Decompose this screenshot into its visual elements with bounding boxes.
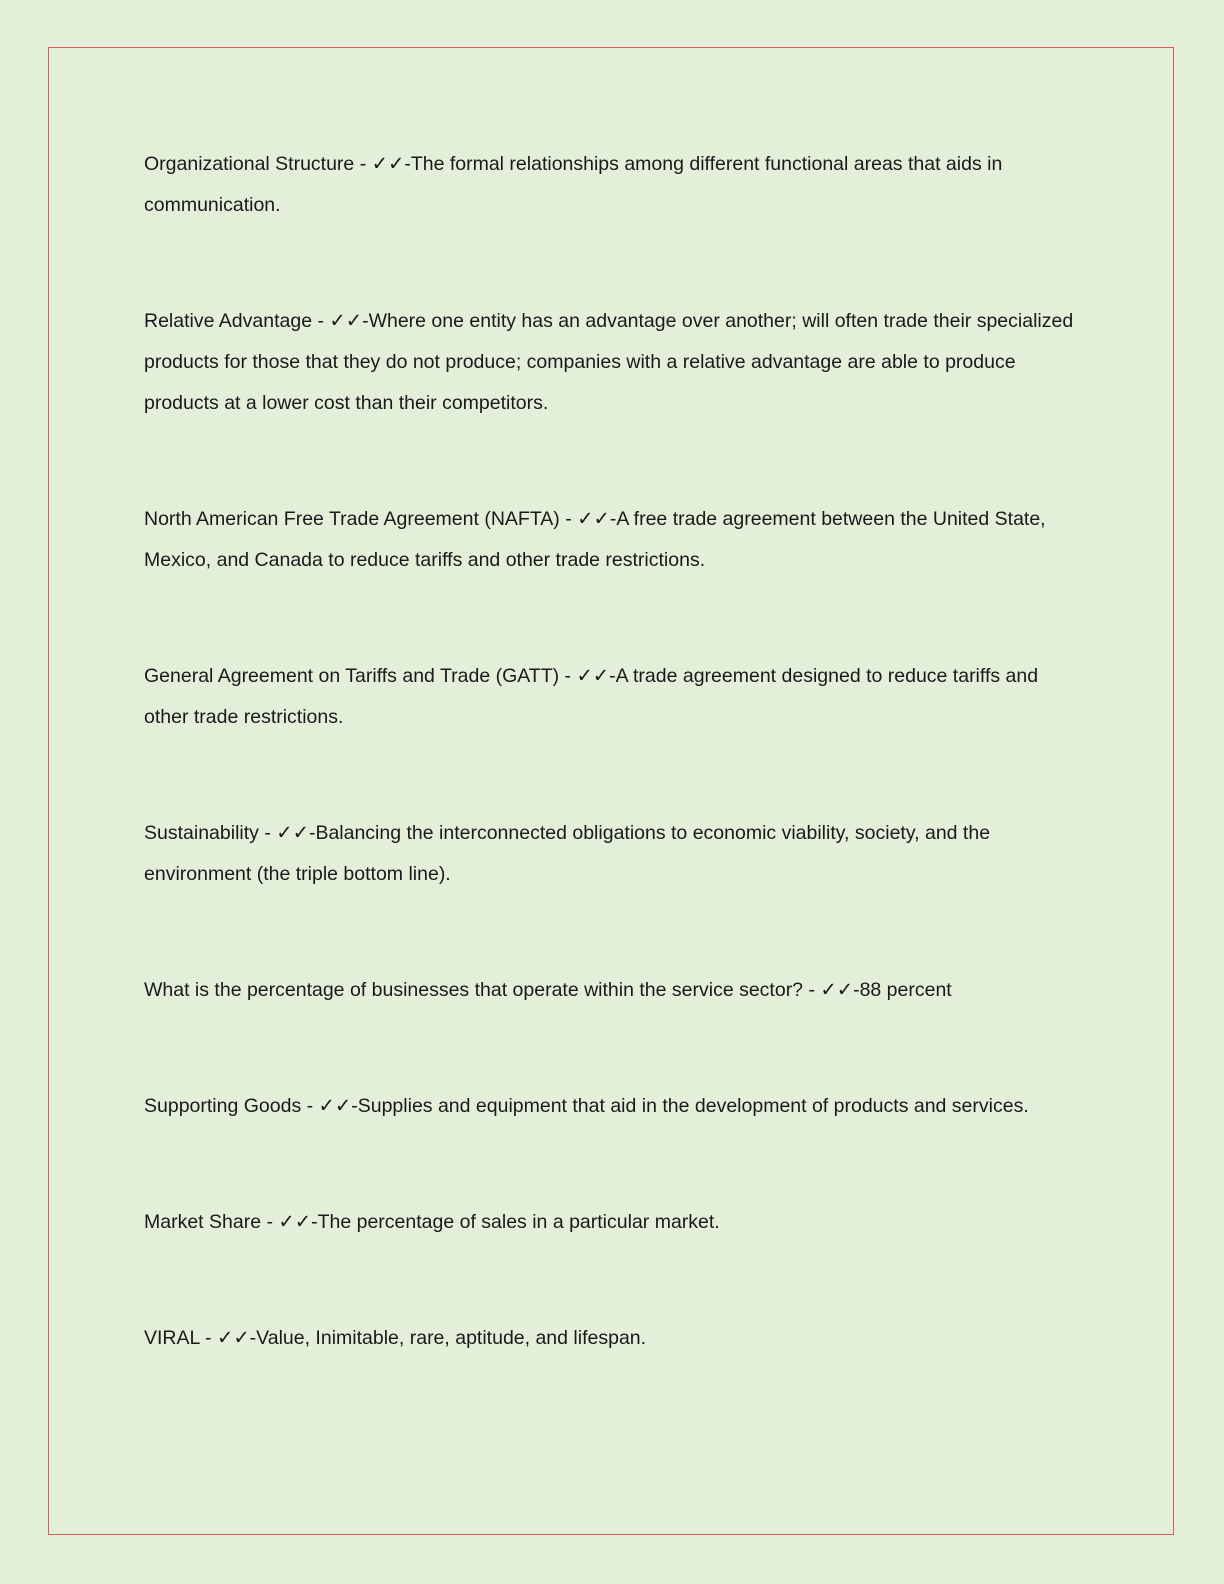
entry-definition: Supplies and equipment that aid in the development of products and services. — [357, 1095, 1029, 1117]
entry-separator: - — [803, 979, 821, 1001]
entry-separator: - — [354, 153, 372, 175]
entry-dash: - — [311, 1211, 318, 1233]
entry-term: Supporting Goods — [144, 1095, 302, 1117]
double-check-icon: ✓✓ — [318, 1094, 352, 1117]
double-check-icon: ✓✓ — [577, 507, 610, 530]
entry-definition: Balancing the interconnected obligations to economic viability, society, and the environment (the triple bottom line). — [144, 822, 991, 885]
entry-sustainability — [144, 812, 1084, 895]
entry-separator: - — [312, 310, 330, 332]
entry-dash: - — [351, 1095, 358, 1117]
entry-dash: - — [609, 508, 617, 530]
entry-separator: - — [199, 1327, 217, 1349]
double-check-icon: ✓✓ — [371, 152, 405, 175]
entry-definition: The formal relationships among different functional areas that aids in communication. — [144, 153, 1003, 216]
entry-definition: A free trade agreement between the United State, Mexico, and Canada to reduce tariffs and other trade restrictions. — [144, 508, 1046, 571]
entry-separator: - — [258, 822, 277, 844]
entry-term: General Agreement on Tariffs and Trade (GATT) — [144, 665, 560, 687]
entry-dash: - — [853, 979, 860, 1001]
entry-term: What is the percentage of businesses that operate within the service sector? — [144, 979, 804, 1001]
entry-term: Sustainability — [144, 822, 259, 844]
entry-definition: Value, Inimitable, rare, aptitude, and lifespan. — [256, 1327, 647, 1349]
entry-separator: - — [559, 508, 578, 530]
entry-service-sector-percentage — [144, 969, 1084, 1011]
entry-dash: - — [404, 153, 411, 175]
entry-term: Market Share — [144, 1211, 262, 1233]
entry-organizational-structure — [144, 143, 1084, 226]
document-body — [144, 143, 1084, 1433]
entry-definition: The percentage of sales in a particular market. — [317, 1211, 720, 1233]
entry-dash: - — [362, 310, 369, 332]
double-check-icon: ✓✓ — [216, 1326, 250, 1349]
entry-dash: - — [249, 1327, 257, 1349]
double-check-icon: ✓✓ — [820, 978, 854, 1001]
entry-term: Relative Advantage — [144, 310, 313, 332]
entry-relative-advantage — [144, 300, 1084, 424]
entry-separator: - — [261, 1211, 279, 1233]
double-check-icon: ✓✓ — [576, 664, 610, 687]
entry-separator: - — [559, 665, 577, 687]
entry-supporting-goods — [144, 1085, 1084, 1127]
double-check-icon: ✓✓ — [329, 309, 363, 332]
entry-viral — [144, 1317, 1084, 1359]
entry-definition: Where one entity has an advantage over another; will often trade their specialized products for those that they do not produce; companies with a relative advantage are able to produce products at a lower cost than their competitors. — [144, 310, 1074, 414]
entry-term: Organizational Structure — [144, 153, 355, 175]
entry-gatt — [144, 655, 1084, 738]
entry-definition: A trade agreement designed to reduce tariffs and other trade restrictions. — [144, 665, 1039, 728]
entry-dash: - — [308, 822, 316, 844]
entry-separator: - — [301, 1095, 319, 1117]
double-check-icon: ✓✓ — [276, 821, 309, 844]
entry-term: VIRAL — [144, 1327, 200, 1349]
entry-definition: 88 percent — [859, 979, 952, 1001]
entry-term: North American Free Trade Agreement (NAFTA) — [144, 508, 560, 530]
entry-nafta — [144, 498, 1084, 581]
entry-market-share — [144, 1201, 1084, 1243]
double-check-icon: ✓✓ — [278, 1210, 312, 1233]
entry-dash: - — [609, 665, 616, 687]
